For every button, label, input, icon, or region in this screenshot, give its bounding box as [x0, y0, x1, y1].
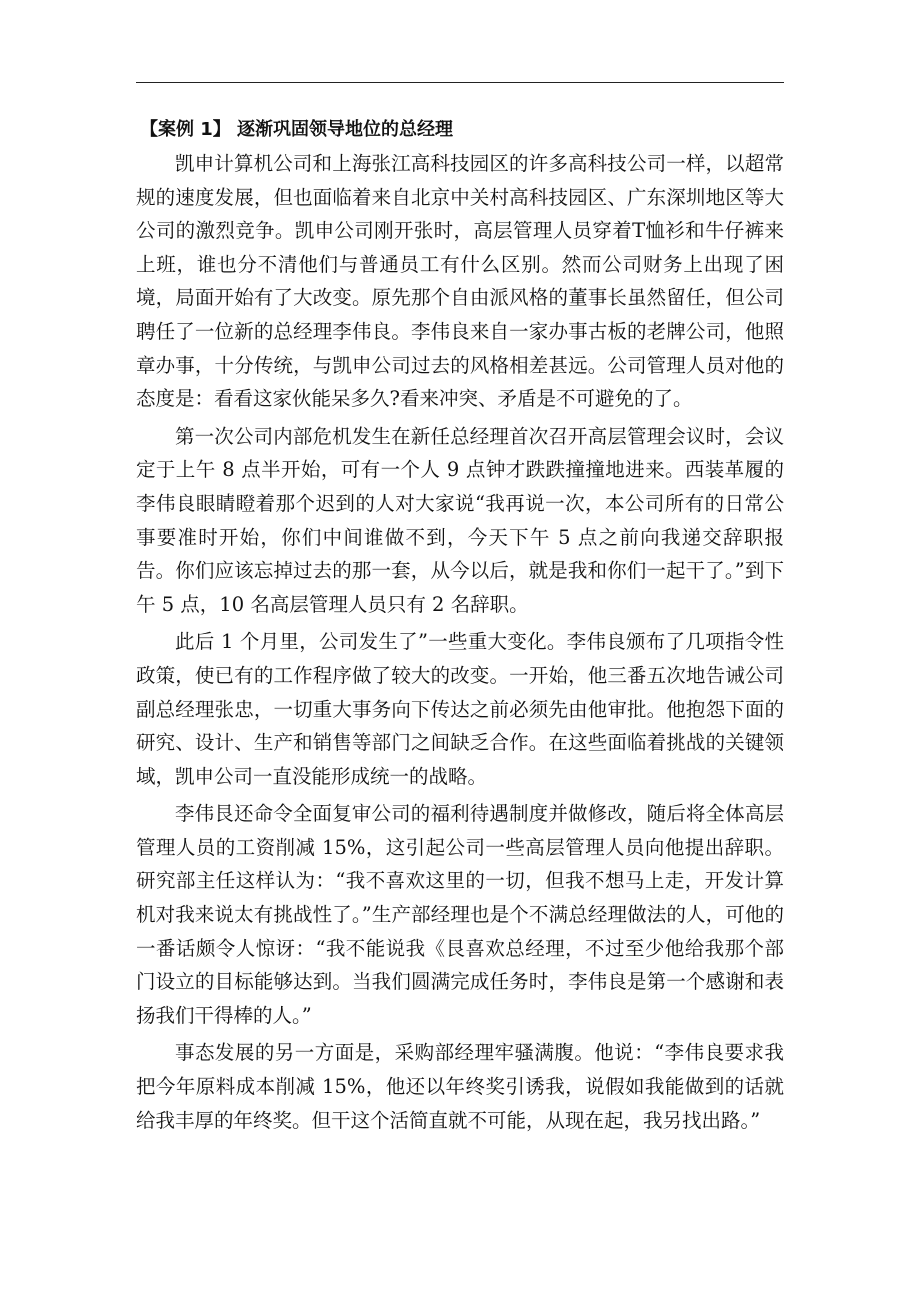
header-rule — [136, 82, 784, 83]
paragraph-2: 第一次公司内部危机发生在新任总经理首次召开高层管理会议时，会议定于上午 8 点半开始，可有一个人 9 点钟才跌跌撞撞地进来。西装革履的李伟良眼睛瞪着那个迟到的人对大家说“我再说一次，本公司所有的日常公事要准时开始，你们中间谁做不到，今天下午 5 点之前向我递交辞职报告。你们应该忘掉过去的那一套，从今以后，就是我和你们一起干了。”到下午 5 点，10 名高层管理人员只有 2 名辞职。 — [136, 424, 784, 616]
paragraph-3: 此后 1 个月里，公司发生了”一些重大变化。李伟良颁布了几项指令性政策，使已有的工作程序做了较大的改变。一开始，他三番五次地告诫公司副总经理张忠，一切重大事务向下传达之前必须先由他审批。他抱怨下面的研究、设计、生产和销售等部门之间缺乏合作。在这些面临着挑战的关键领域，凯申公司一直没能形成统一的战略。 — [136, 630, 784, 788]
paragraph-5: 事态发展的另一方面是，采购部经理牢骚满腹。他说：“李伟良要求我把今年原料成本削减 15%，他还以年终奖引诱我，说假如我能做到的话就给我丰厚的年终奖。但干这个活简直就不可能，从现在起，我另找出路。” — [136, 1041, 784, 1132]
paragraph-1: 凯申计算机公司和上海张江高科技园区的许多高科技公司一样，以超常规的速度发展，但也面临着来自北京中关村高科技园区、广东深圳地区等大公司的激烈竞争。凯申公司刚开张时，高层管理人员穿着T恤衫和牛仔裤来上班，谁也分不清他们与普通员工有什么区别。然而公司财务上出现了困境，局面开始有了大改变。原先那个自由派风格的董事长虽然留任，但公司聘任了一位新的总经理李伟良。李伟良来自一家办事古板的老牌公司，他照章办事，十分传统，与凯申公司过去的风格相差甚远。公司管理人员对他的态度是：看看这家伙能呆多久?看来冲突、矛盾是不可避免的了。 — [136, 152, 784, 411]
document-body — [136, 113, 784, 1141]
case-title: 【案例 1】 逐渐巩固领导地位的总经理 — [140, 119, 454, 140]
paragraph-4: 李伟艮还命令全面复审公司的福利待遇制度并做修改，随后将全体高层管理人员的工资削减 15%，这引起公司一些高层管理人员向他提出辞职。研究部主任这样认为：“我不喜欢这里的一切，但我不想马上走，开发计算机对我来说太有挑战性了。”生产部经理也是个不满总经理做法的人，可他的一番话颇令人惊讶：“我不能说我《艮喜欢总经理，不过至少他给我那个部门设立的目标能够达到。当我们圆满完成任务时，李伟良是第一个感谢和表扬我们干得棒的人。” — [136, 802, 784, 1027]
